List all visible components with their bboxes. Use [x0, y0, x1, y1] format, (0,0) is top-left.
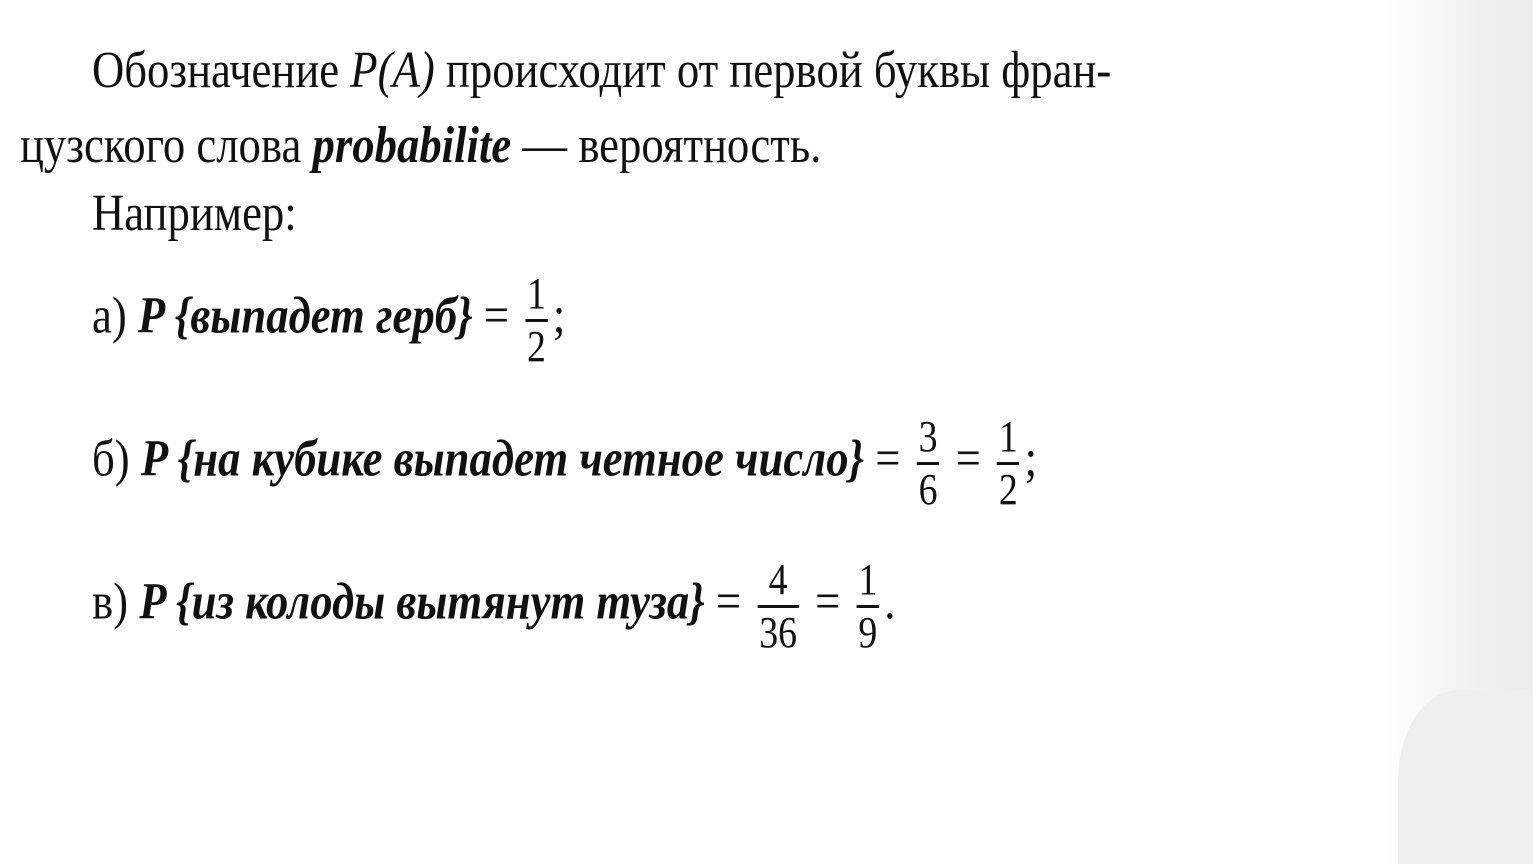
example-a-marker: а) [92, 287, 138, 345]
fraction-denominator: 36 [759, 608, 798, 657]
example-a [92, 269, 642, 371]
fraction-denominator: 2 [998, 465, 1018, 514]
line1-rest: происходит от первой буквы фран- [434, 42, 1112, 99]
example-b-expression: P {на кубике выпадет четное число} [140, 430, 865, 488]
example-intro: Например: [92, 185, 297, 242]
example-a-end: ; [552, 287, 566, 345]
example-c-mid-equals: = [803, 573, 852, 631]
line2-prefix: цузского слова [20, 117, 313, 174]
example-b-end: ; [1024, 430, 1038, 488]
example-c-marker: в) [92, 573, 140, 631]
example-c-fraction-2 [857, 555, 879, 657]
example-b-fraction-1 [917, 412, 939, 514]
paragraph-line-2 [20, 117, 952, 174]
fraction-denominator: 9 [858, 608, 878, 657]
example-c-expression: P {из колоды вытянут туза} [139, 573, 705, 631]
example-b-equals: = [864, 430, 912, 488]
example-c-end: . [884, 573, 896, 631]
paragraph-line-1 [92, 42, 1277, 99]
french-word: probabilite [312, 117, 512, 174]
example-c-equals: = [704, 573, 753, 631]
line1-prefix: Обозначение [92, 42, 351, 99]
fraction-numerator: 4 [768, 555, 788, 604]
notation-pa: P(A) [350, 42, 435, 99]
fraction-denominator: 2 [527, 322, 546, 371]
example-c-fraction-1 [757, 555, 798, 657]
fraction-denominator: 6 [918, 465, 938, 514]
line2-rest: — вероятность. [511, 117, 822, 174]
fraction-numerator: 1 [527, 269, 546, 318]
example-a-equals: = [472, 287, 521, 345]
example-a-fraction [525, 269, 547, 371]
fraction-numerator: 1 [998, 412, 1018, 461]
fraction-numerator: 3 [918, 412, 938, 461]
example-a-expression: P {выпадет герб} [137, 287, 473, 345]
example-b-marker: б) [92, 430, 141, 488]
fraction-numerator: 1 [858, 555, 878, 604]
example-b [92, 412, 1191, 514]
example-b-fraction-2 [997, 412, 1019, 514]
paragraph-line-3 [92, 185, 330, 242]
example-c [92, 555, 1026, 657]
example-b-mid-equals: = [944, 430, 992, 488]
